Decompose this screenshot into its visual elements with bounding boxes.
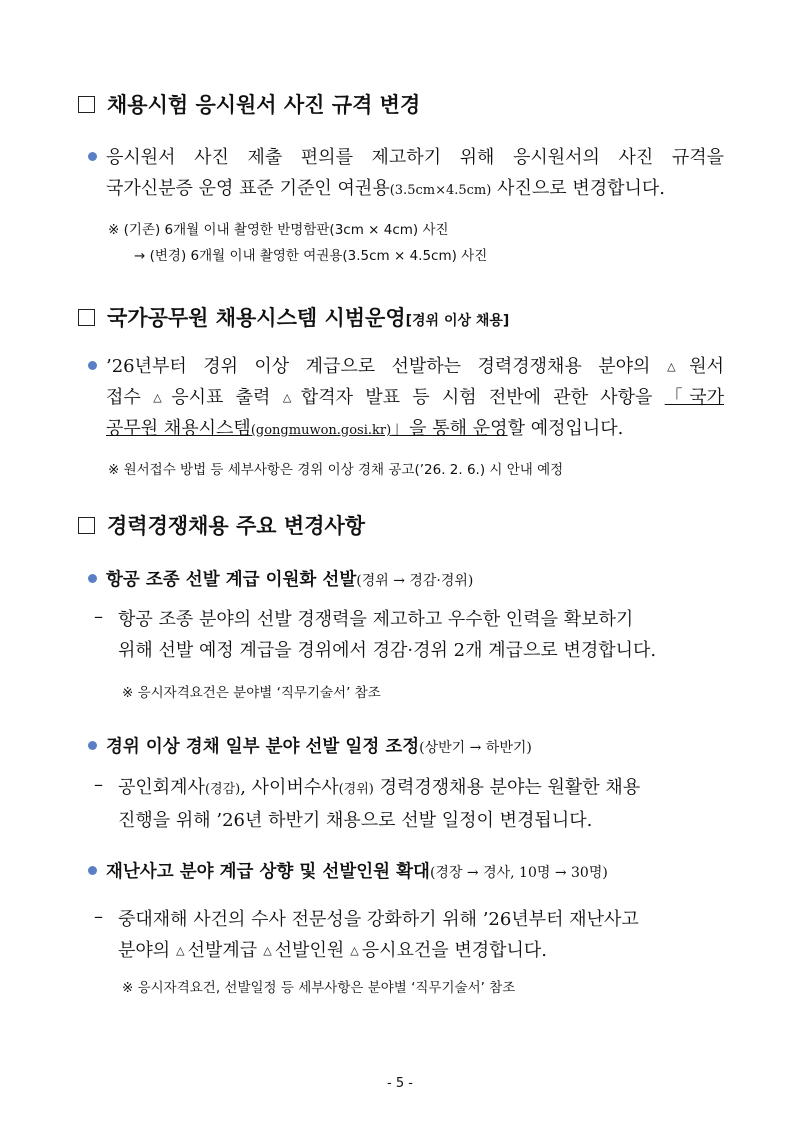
paragraph: 응시원서 사진 제출 편의를 제고하기 위해 응시원서의 사진 규격을 국가신분증 운영 표준 기준인 여권용(3.5cm×4.5cm) 사진으로 변경합니다.	[106, 147, 724, 199]
note: → (변경) 6개월 이내 촬영한 여권용(3.5cm × 4.5cm) 사진	[134, 248, 488, 264]
section-title: 채용시험 응시원서 사진 규격 변경	[78, 89, 420, 119]
section-title: 경력경쟁채용 주요 변경사항	[78, 510, 365, 540]
paragraph: 중대재해 사건의 수사 전문성을 강화하기 위해 ’26년부터 재난사고 분야의 △ 선발계급 △ 선발인원 △ 응시요건을 변경합니다.	[118, 909, 639, 961]
bullet-dot-icon	[88, 741, 97, 750]
dash-marker: –	[94, 906, 103, 927]
note: ※ 응시자격요건, 선발일정 등 세부사항은 분야별 ‘직무기술서’ 참조	[122, 980, 516, 996]
item-heading: 경위 이상 경채 일부 분야 선발 일정 조정(상반기 → 하반기)	[106, 737, 532, 757]
dash-marker: –	[94, 606, 103, 627]
paragraph: 공인회계사(경감), 사이버수사(경위) 경력경쟁채용 분야는 원활한 채용 진행을 위해 ’26년 하반기 채용으로 선발 일정이 변경됩니다.	[118, 777, 641, 831]
dash-marker: –	[94, 774, 103, 795]
paragraph: ’26년부터 경위 이상 계급으로 선발하는 경력경쟁채용 분야의 △ 원서 접수 △ 응시표 출력 △ 합격자 발표 등 시험 전반에 관한 사항을 「국가 공무원 채용시스템(gongmuwon.gosi.kr)」을 통해 운영할 예정입니다.	[106, 356, 725, 439]
page-number: - 5 -	[387, 1076, 413, 1091]
bullet-dot-icon	[88, 361, 97, 370]
bullet-dot-icon	[88, 574, 97, 583]
checkbox-square-icon	[78, 517, 95, 534]
bullet-dot-icon	[88, 866, 97, 875]
section-title: 국가공무원 채용시스템 시범운영[경위 이상 채용]	[78, 302, 509, 332]
note: ※ (기존) 6개월 이내 촬영한 반명함판(3cm × 4cm) 사진	[108, 222, 449, 238]
item-heading: 항공 조종 선발 계급 이원화 선발(경위 → 경감·경위)	[106, 570, 474, 590]
paragraph: 항공 조종 분야의 선발 경쟁력을 제고하고 우수한 인력을 확보하기 위해 선발 예정 계급을 경위에서 경감·경위 2개 계급으로 변경합니다.	[118, 609, 657, 661]
checkbox-square-icon	[78, 96, 95, 113]
item-heading: 재난사고 분야 계급 상향 및 선발인원 확대(경장 → 경사, 10명 → 30명)	[106, 862, 608, 882]
note: ※ 응시자격요건은 분야별 ‘직무기술서’ 참조	[122, 685, 381, 701]
note: ※ 원서접수 방법 등 세부사항은 경위 이상 경채 공고(’26. 2. 6.) 시 안내 예정	[108, 462, 564, 478]
checkbox-square-icon	[78, 309, 95, 326]
bullet-dot-icon	[88, 152, 97, 161]
